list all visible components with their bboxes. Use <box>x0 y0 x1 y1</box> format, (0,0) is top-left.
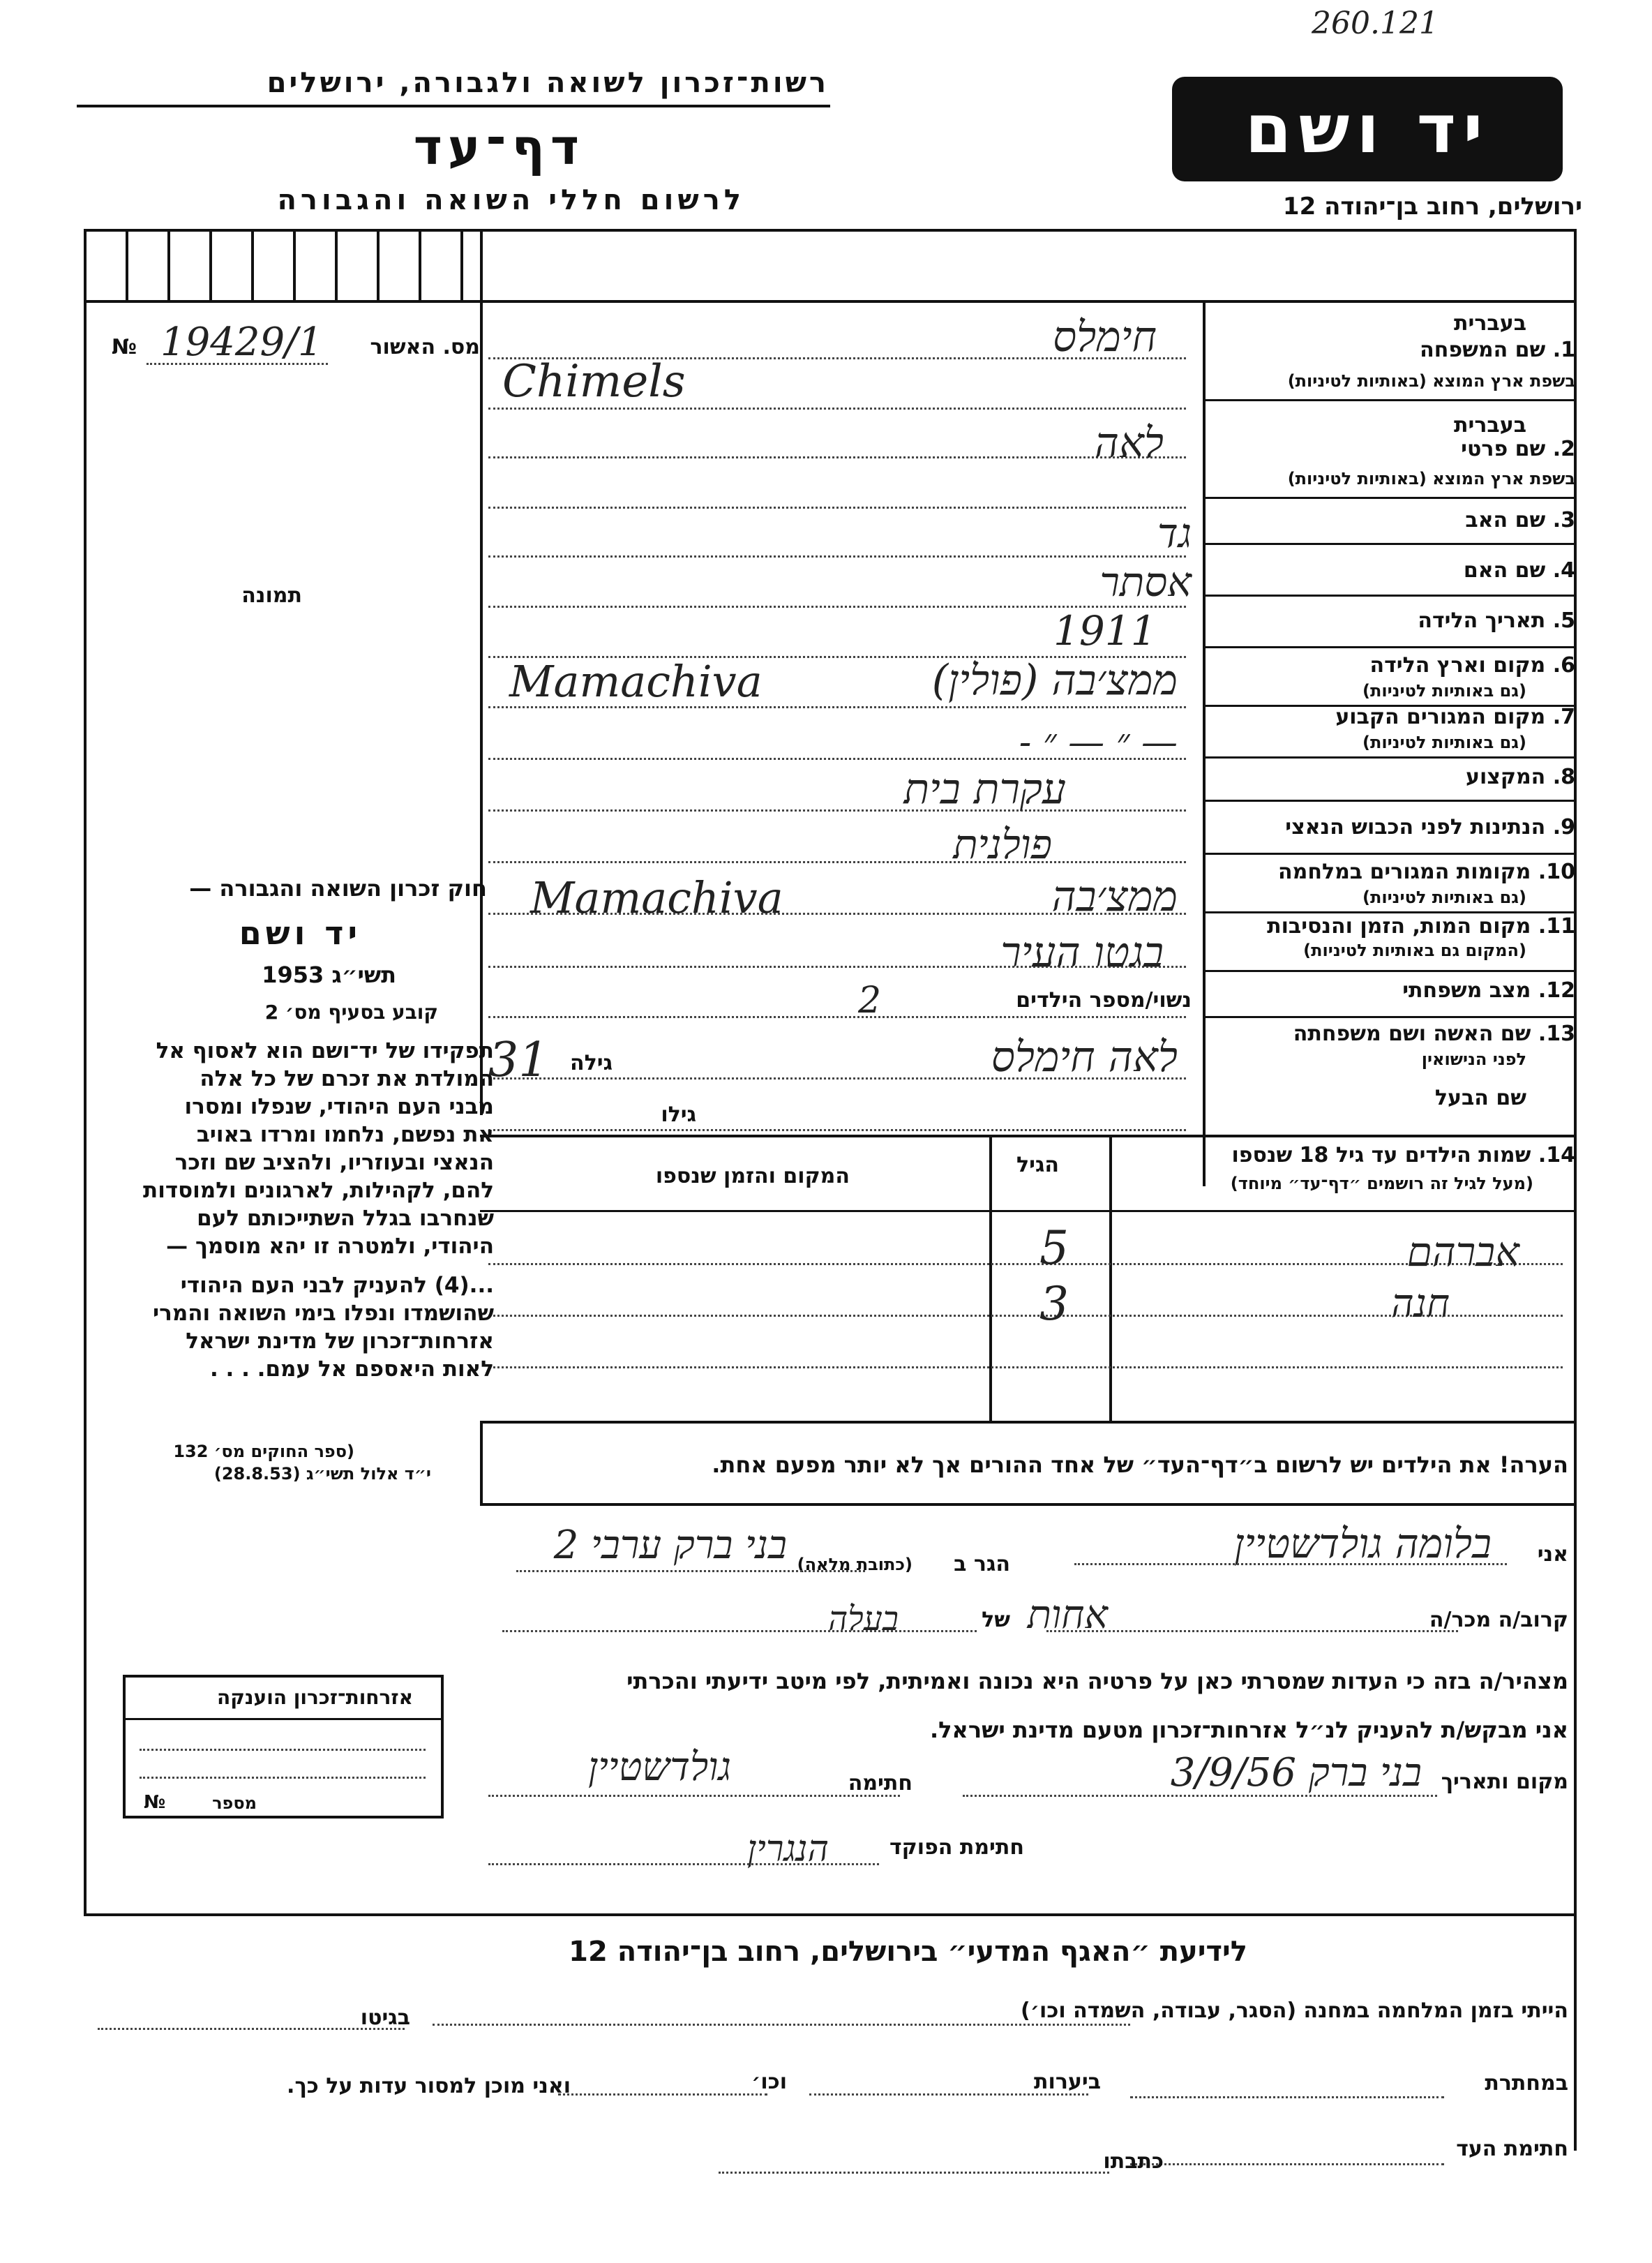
children-title: 14. שמות הילדים עד גיל 18 שנספו <box>1231 1143 1575 1167</box>
wartime-residence-latin: Mamachiva <box>530 872 783 923</box>
relative-label: קרוב/ה מכר/ה <box>1429 1608 1568 1632</box>
child-1-name: אברהם <box>1406 1228 1519 1276</box>
family-name-latin: Chimels <box>502 356 686 408</box>
place-date-label: מקום ותאריך <box>1441 1770 1568 1794</box>
archive-number: 260.121 <box>1312 6 1439 41</box>
field-2-sub-latin: בשפת ארץ המוצא (באותיות לטיניות) <box>1287 469 1575 488</box>
law-source: (ספר החוקים מס׳ 132 <box>173 1442 354 1461</box>
field-6-sub: (גם באותיות לטיניות) <box>1362 681 1526 701</box>
wartime-residence-hebrew: ממצ׳בה <box>1051 872 1178 921</box>
citizenship-number-label: מספר <box>212 1793 257 1813</box>
field-11-label: 11. מקום המות, הזמן והנסיבות <box>1267 914 1575 939</box>
org-underline <box>77 105 830 107</box>
field-2-label: 2. שם פרטי <box>1461 437 1575 461</box>
field-7-label: 7. מקום המגורים הקבוע <box>1335 705 1575 729</box>
relation-value: אחות <box>1027 1592 1108 1638</box>
address-value: בני ברק ערבי 2 <box>553 1523 787 1568</box>
law-year: תשי״ג 1953 <box>262 962 396 988</box>
footer-line3-b: כתבתו <box>1103 2149 1164 2174</box>
child-2-age: 3 <box>1039 1277 1069 1331</box>
citizenship-no-symbol: № <box>144 1792 166 1813</box>
of-value: בעלה <box>828 1599 899 1638</box>
officer-label: חתימת הפוקד <box>889 1835 1024 1860</box>
field-13-sub: לפני הנישואין <box>1421 1050 1526 1069</box>
father-name: גד <box>1157 509 1192 557</box>
field-6-label: 6. מקום וארץ הלידה <box>1369 653 1575 678</box>
field-10-sub: (גם באותיות לטיניות) <box>1362 888 1526 907</box>
footer-line2-b: ביערות <box>1034 2070 1101 2094</box>
married-children-label: נשוי/מספר הילדים <box>1016 988 1192 1013</box>
footer-line1-b: בגיטו <box>360 2006 410 2030</box>
photo-label: תמונה <box>241 583 302 608</box>
death-place-value: בגטו העיר <box>1000 928 1164 977</box>
approval-no-symbol: № <box>112 335 137 359</box>
children-table-bottom <box>480 1421 1577 1424</box>
yad-vashem-logo: יד ושם <box>1172 77 1563 181</box>
approval-number: 19429/1 <box>160 320 323 365</box>
top-strip-bottom <box>84 300 480 303</box>
declaration-ani: אני <box>1537 1542 1568 1567</box>
place-date-value: בני ברק 3/9/56 <box>1170 1750 1422 1795</box>
profession-value: עקרת בית <box>903 765 1066 814</box>
mother-name: אסתר <box>1099 558 1192 606</box>
declarant-name: בלומה גולדשטיין <box>1233 1520 1492 1567</box>
header-address: ירושלים, רחוב בן־יהודה 12 <box>1282 193 1582 221</box>
field-3-label: 3. שם האב <box>1465 508 1575 532</box>
footer-line3-a: חתימת העד <box>1456 2137 1568 2161</box>
label-column-divider <box>1203 300 1206 1186</box>
field-2-sub-hebrew: בעברית <box>1454 413 1526 438</box>
citizenship-title: אזרחות־זכרון הוענקה <box>217 1686 413 1709</box>
children-note: הערה! את הילדים יש לרשום ב״דף־העד״ של אחד ההורים אך לא יותר מפעם אחת. <box>712 1451 1568 1478</box>
footer-line1-a: הייתי בזמן המלחמה במחנה (הסגר, עבודה, השמדה וכו׳) <box>1021 1999 1568 2023</box>
field-7-sub: (גם באותיות לטיניות) <box>1362 733 1526 752</box>
field-5-label: 5. תאריך הלידה <box>1418 608 1575 633</box>
wife-age-label: גילה <box>570 1051 613 1075</box>
birth-year: 1911 <box>1053 607 1157 655</box>
field-8-label: 8. המקצוע <box>1465 765 1575 789</box>
footer-title: לידיעת ״האגף המדעי״ בירושלים, רחוב בן־יהודה 12 <box>569 1936 1247 1968</box>
field-4-label: 4. שם האם <box>1463 558 1575 583</box>
husband-age-label: גילו <box>661 1103 696 1127</box>
law-date: י״ד אלול תשי״ג (28.8.53) <box>213 1464 431 1484</box>
field-1-sub-latin: בשפת ארץ המוצא (באותיות לטיניות) <box>1287 371 1575 391</box>
nationality-value: פולנית <box>953 821 1052 868</box>
child-1-age: 5 <box>1039 1221 1069 1275</box>
children-col-place: המקום והזמן שנספו <box>655 1164 850 1188</box>
field-1-label: 1. שם המשפחה <box>1420 338 1575 362</box>
child-2-name: חנה <box>1390 1281 1450 1327</box>
law-paragraph: תפקידו של יד־ושם הוא לאסוף אל המולדת את זכרם של כל אלה מבני העם היהודי, שנפלו ומסרו את נפשם, נלחמו ומרדו באויב הנאצי ובעוזריו, ולהציב שם וזכר להם, לקהילות, לארגונים ולמוסדות שנחרבו בגלל השתייכותם לעם היהודי, ולמטרה זו יהא מוסמך — ...(4) להעניק לבני העם היהודי שהושמדו ונפלו בימי השואה והמרי אזרחות־זכרון של מדינת ישראל לאות היאספם אל עמם. . . . <box>143 1038 494 1382</box>
law-name: יד ושם <box>239 914 361 952</box>
wife-age-value: 31 <box>488 1033 549 1088</box>
field-10-label: 10. מקומות המגורים במלחמה <box>1278 860 1575 884</box>
signature-value: גולדשטיין <box>587 1745 731 1790</box>
footer-line2-c: וכו׳ <box>751 2070 787 2094</box>
footer-line2-a: במחתרת <box>1485 2071 1568 2096</box>
husband-label: שם הבעל <box>1434 1086 1526 1110</box>
family-name-hebrew: חימלס <box>1052 313 1157 361</box>
approval-label: מס. האשור <box>370 335 480 359</box>
law-heading: חוק זכרון השואה והגבורה — <box>189 875 487 902</box>
field-1-sub-hebrew: בעברית <box>1454 311 1526 336</box>
signature-label: חתימה <box>848 1771 913 1795</box>
resides-label: הגר ב <box>954 1552 1010 1576</box>
field-11-sub: (המקום גם באותיות לטיניות) <box>1303 941 1526 960</box>
children-subtitle: (מעל לגיל זה רושמים ״דף־עד״ מיוחד) <box>1230 1174 1533 1193</box>
field-13-label: 13. שם האשה ושם משפחתה <box>1293 1022 1575 1046</box>
birthplace-latin: Mamachiva <box>509 656 763 707</box>
field-9-label: 9. הנתינות לפני הכבוש הנאצי <box>1285 815 1575 839</box>
org-line: רשות־זכרון לשואה ולגבורה, ירושלים <box>266 67 829 99</box>
of-label: של <box>982 1608 1010 1632</box>
first-name-hebrew: לאה <box>1094 419 1164 468</box>
statement-2: אני מבקש/ת להעניק לנ״ל אזרחות־זכרון מטעם מדינת ישראל. <box>930 1717 1568 1743</box>
officer-value: הנגרין <box>747 1828 829 1870</box>
form-subtitle: לרשום חללי השואה והגבורה <box>277 184 745 216</box>
footer-line2-d: ואני מוכן למסור עדות על כך. <box>287 2074 571 2098</box>
address-hint: (כתובת מלאה) <box>797 1555 913 1574</box>
birthplace-hebrew: ממצ׳בה (פולין) <box>931 656 1178 705</box>
children-col-age: הגיל <box>1016 1153 1059 1177</box>
residence-value: — ״ — ״ - <box>1019 722 1178 763</box>
statement-1: מצהיר/ה בזה כי העדות שמסרתי כאן על פרטיה היא נכונה ואמיתית, לפי מיטב ידיעתי והכרתי <box>626 1668 1568 1694</box>
law-clause: קובע בסעיף מס׳ 2 <box>264 1001 438 1024</box>
field-12-label: 12. מצב משפחתי <box>1402 978 1575 1003</box>
children-count: 2 <box>858 980 882 1022</box>
wife-name-value: לאה חימלס <box>991 1033 1178 1082</box>
children-table-top <box>480 1135 1577 1137</box>
form-title: דף־עד <box>413 119 585 176</box>
footer-divider <box>84 1913 1577 1916</box>
